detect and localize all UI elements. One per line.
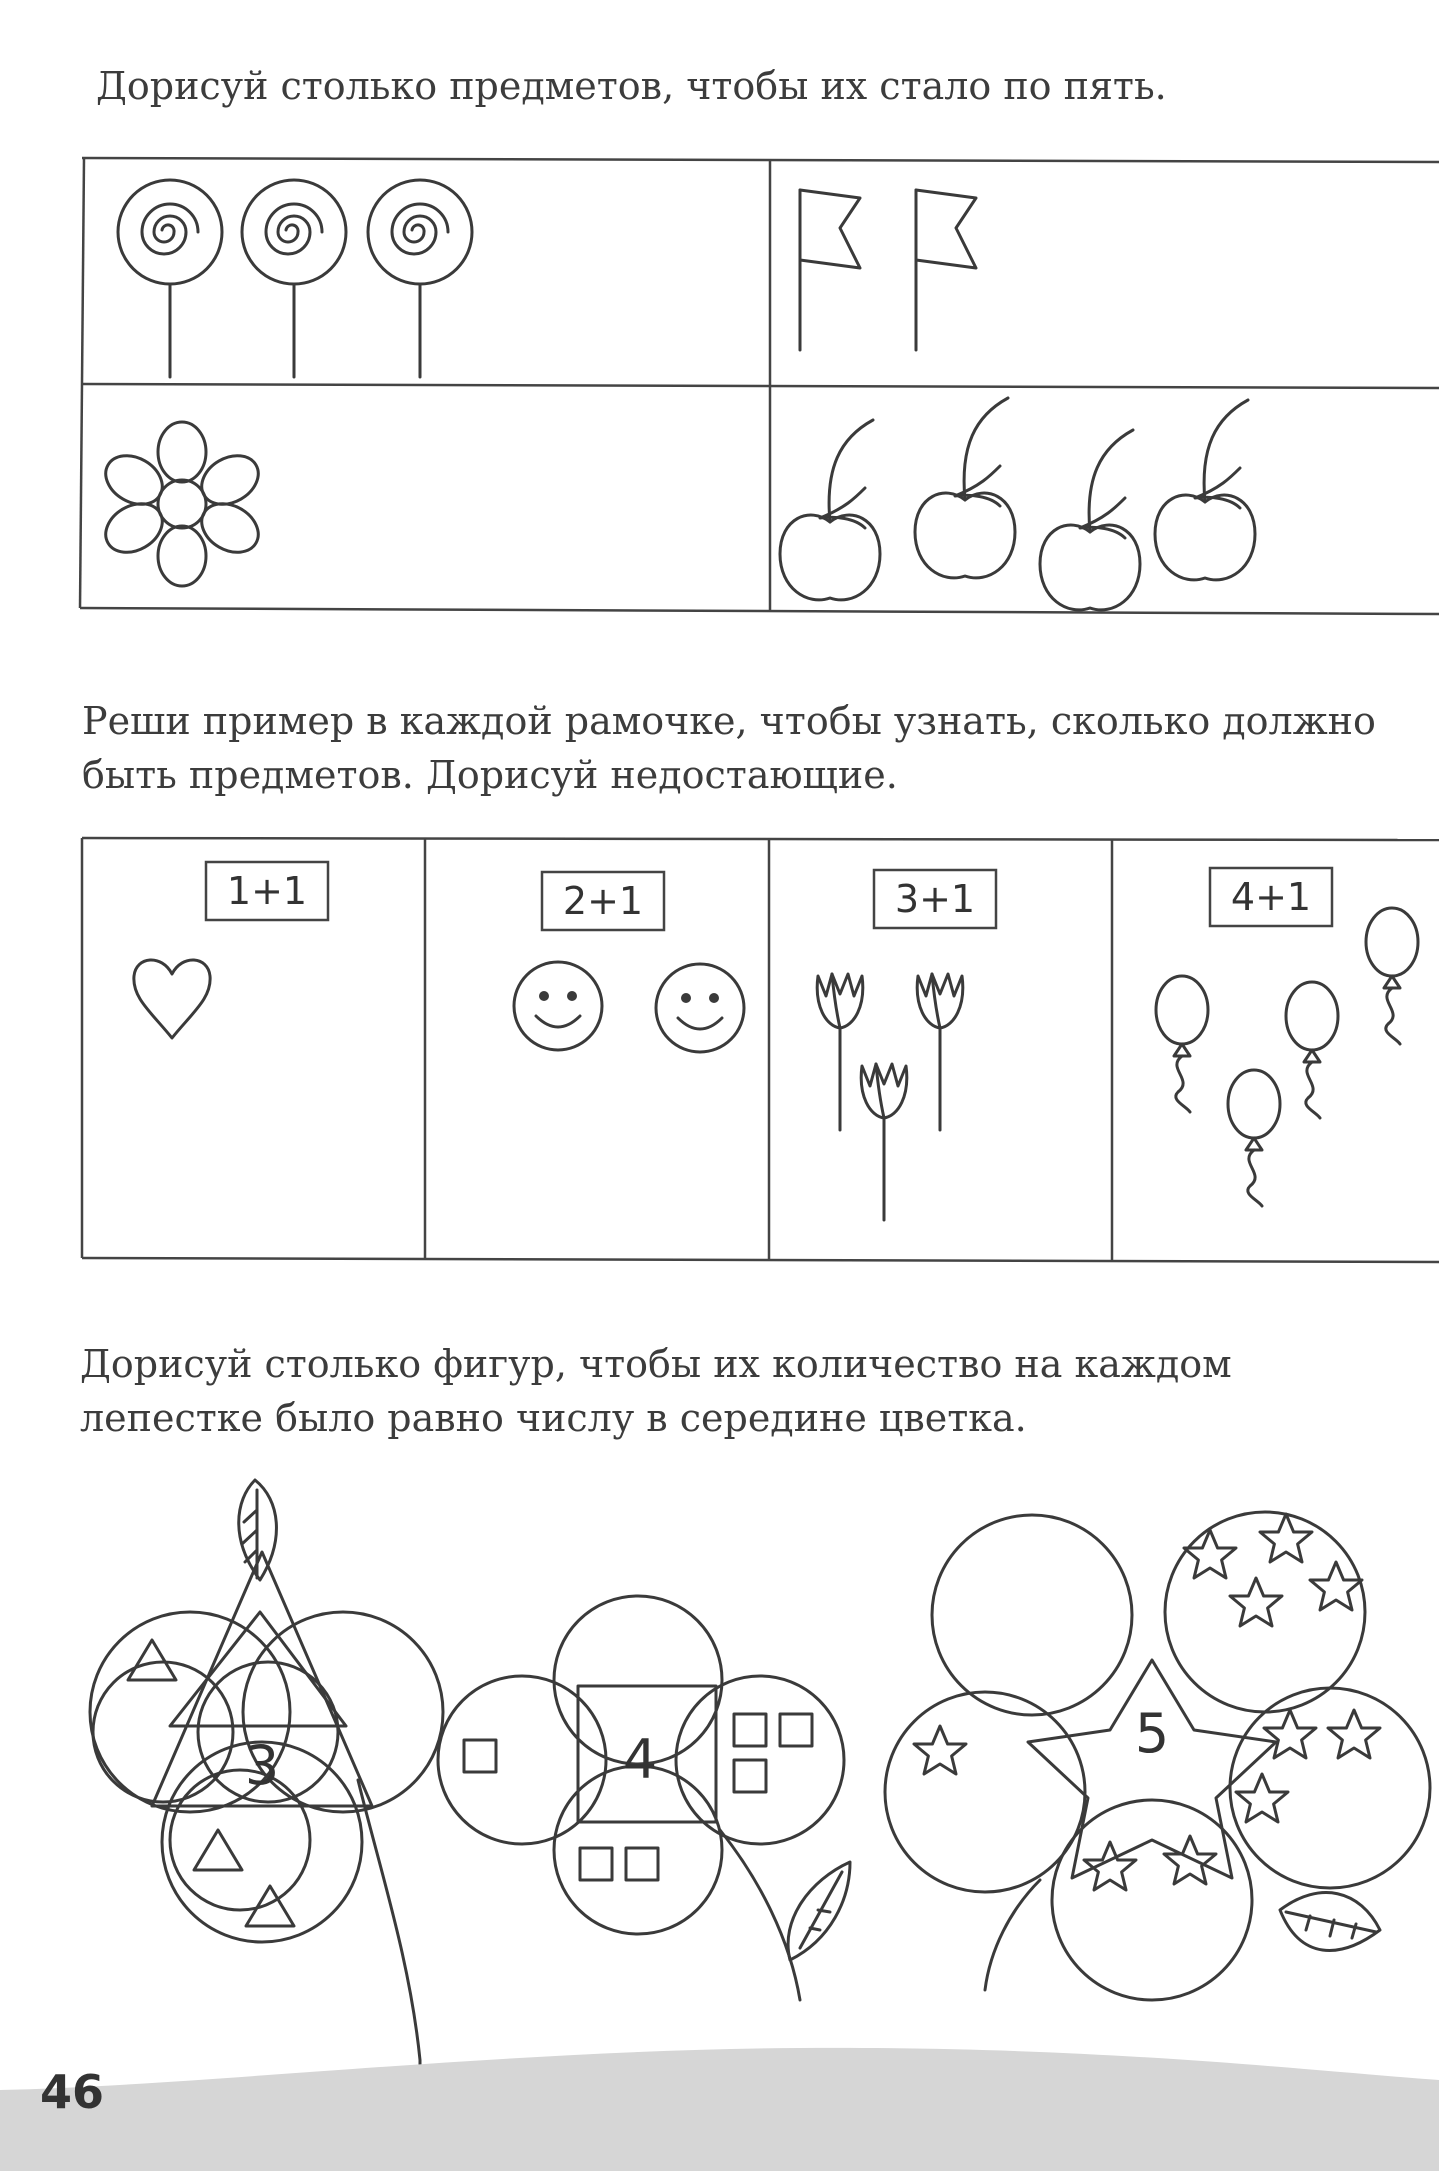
equation-box — [542, 872, 664, 930]
page-wave-band — [0, 2048, 1439, 2171]
equation-label: 1+1 — [226, 869, 308, 913]
equation-box — [206, 862, 328, 920]
page-number: 46 — [40, 2065, 105, 2119]
heart-icon — [134, 960, 210, 1038]
task2-instruction-line1: Реши пример в каждой рамочке, чтобы узнать, сколько должно — [82, 699, 1376, 743]
flower-center-number: 4 — [622, 1728, 658, 1791]
smiley-icon — [514, 962, 744, 1052]
flower-center-number: 3 — [244, 1734, 280, 1797]
cherry-icon — [780, 398, 1255, 610]
equation-box — [1210, 868, 1332, 926]
task3-instruction-line2: лепестке было равно числу в середине цветка. — [80, 1396, 1027, 1440]
equation-label: 2+1 — [562, 879, 644, 923]
square-flower — [438, 1596, 850, 2000]
tulip-icon — [817, 974, 963, 1220]
triangle-flower — [90, 1480, 443, 2080]
lollipop-icon — [118, 180, 472, 377]
equation-label: 4+1 — [1230, 875, 1312, 919]
task1-grid — [80, 158, 1439, 614]
star-flower — [885, 1512, 1430, 2000]
equation-label: 3+1 — [894, 877, 976, 921]
task3-instruction-line1: Дорисуй столько фигур, чтобы их количество на каждом — [80, 1342, 1232, 1386]
equation-box — [874, 870, 996, 928]
flower-icon — [97, 422, 267, 586]
balloon-icon — [1156, 908, 1418, 1206]
task2-instruction-line2: быть предметов. Дорисуй недостающие. — [82, 753, 898, 797]
task1-instruction: Дорисуй столько предметов, чтобы их стало по пять. — [96, 64, 1167, 108]
flag-icon — [800, 190, 976, 350]
flower-center-number: 5 — [1134, 1702, 1170, 1765]
